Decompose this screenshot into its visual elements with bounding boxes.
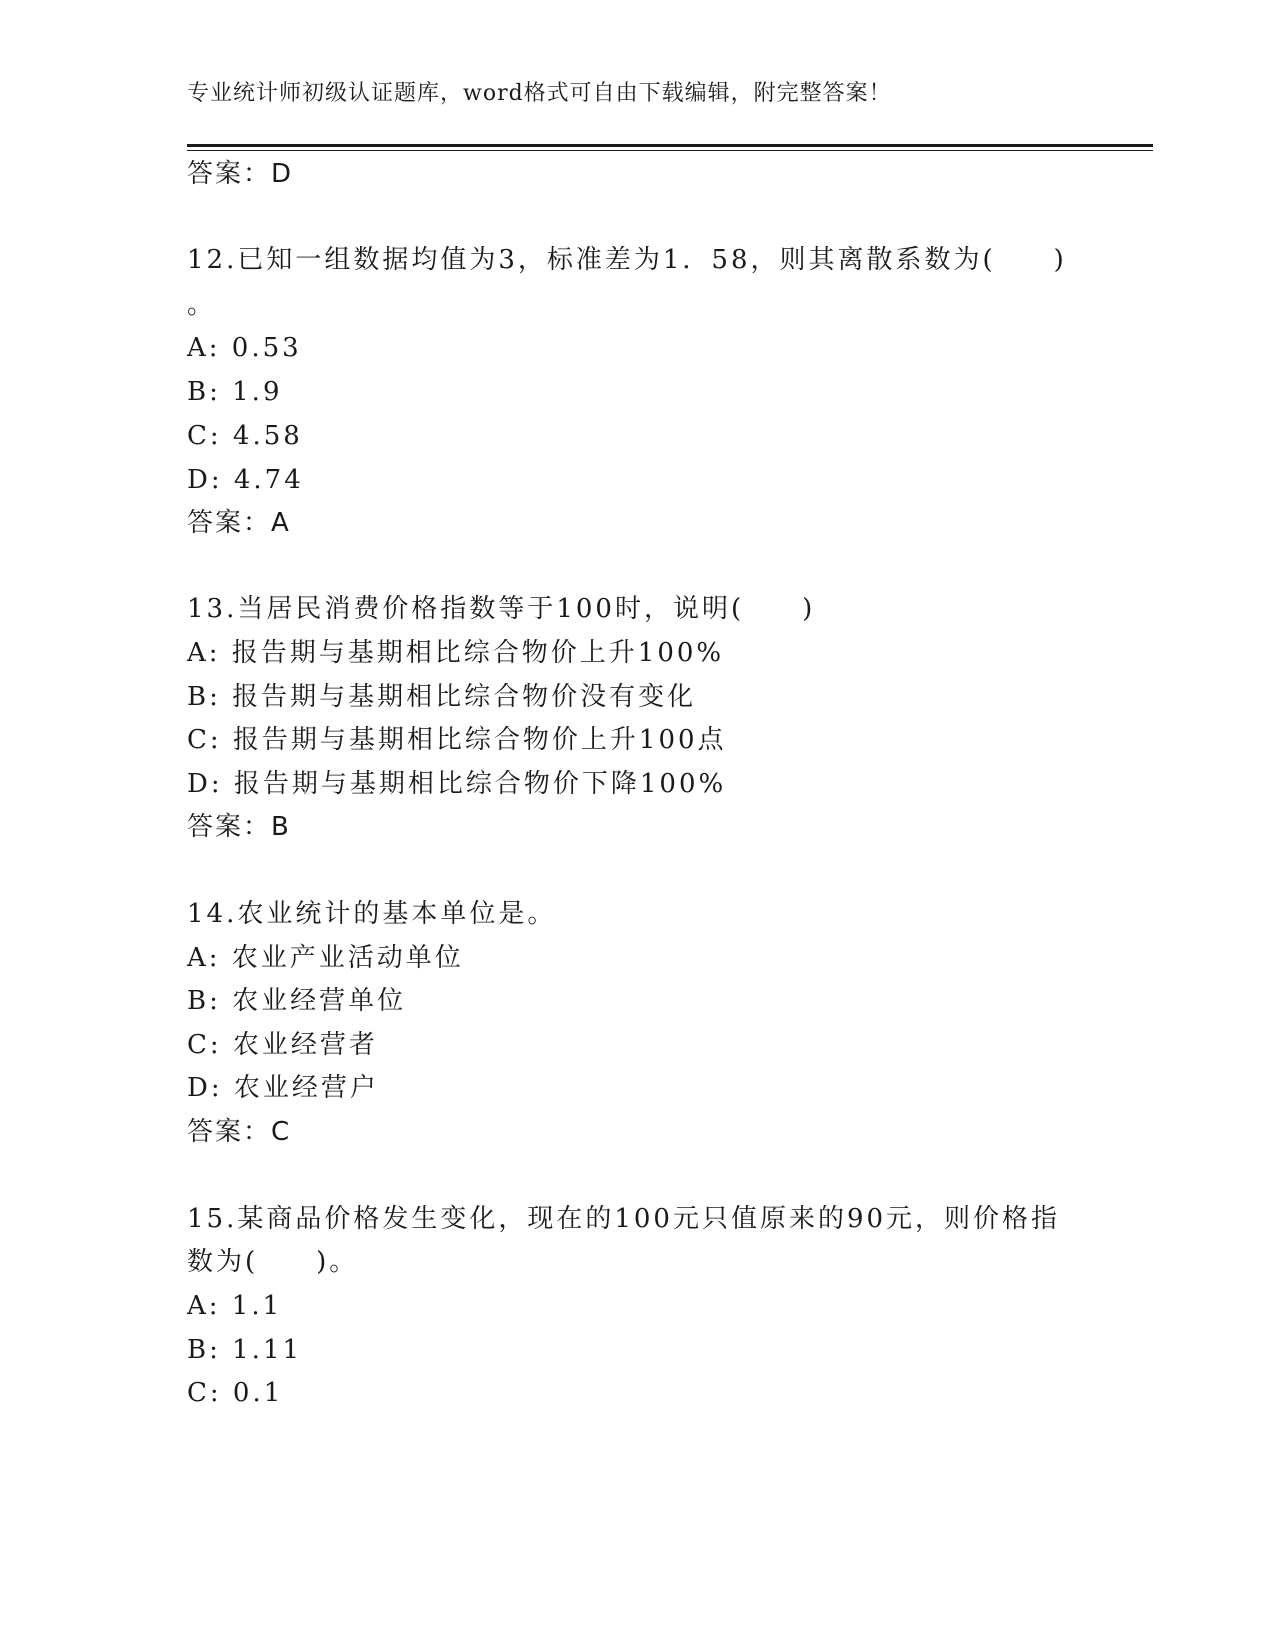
question-13-option-c: C: 报告期与基期相比综合物价上升100点 — [187, 725, 727, 755]
question-13-option-d: D: 报告期与基期相比综合物价下降100% — [187, 769, 727, 799]
question-12-answer: 答案：A — [187, 508, 291, 538]
question-13-option-a: A: 报告期与基期相比综合物价上升100% — [187, 638, 725, 668]
page-header-note: 专业统计师初级认证题库，word格式可自由下载编辑，附完整答案！ — [187, 81, 892, 106]
question-12-option-b: B: 1.9 — [187, 377, 283, 407]
question-13-option-b: B: 报告期与基期相比综合物价没有变化 — [187, 682, 697, 712]
question-15-stem: 15.某商品价格发生变化，现在的100元只值原来的90元，则价格指 — [187, 1204, 1061, 1234]
question-12-stem-cont: 。 — [187, 290, 217, 320]
question-14-answer: 答案：C — [187, 1117, 292, 1147]
question-14-option-b: B: 农业经营单位 — [187, 986, 407, 1016]
question-14-stem: 14.农业统计的基本单位是。 — [187, 899, 557, 929]
question-15-stem-cont: 数为( )。 — [187, 1247, 359, 1277]
question-15-option-c: C: 0.1 — [187, 1378, 284, 1408]
question-14-option-d: D: 农业经营户 — [187, 1073, 379, 1103]
question-15-option-b: B: 1.11 — [187, 1335, 303, 1365]
question-12-option-a: A: 0.53 — [187, 333, 302, 363]
question-13-answer: 答案：B — [187, 812, 291, 842]
question-12-stem: 12.已知一组数据均值为3，标准差为1．58，则其离散系数为( ) — [187, 245, 1067, 275]
question-12-option-c: C: 4.58 — [187, 421, 303, 451]
question-14-option-c: C: 农业经营者 — [187, 1030, 378, 1060]
header-rule-thin — [187, 150, 1153, 151]
question-12-option-d: D: 4.74 — [187, 465, 304, 495]
question-13-stem: 13.当居民消费价格指数等于100时，说明( ) — [187, 594, 816, 624]
previous-answer: 答案：D — [187, 159, 294, 189]
header-rule-thick — [187, 144, 1153, 147]
question-15-option-a: A: 1.1 — [187, 1291, 283, 1321]
question-14-option-a: A: 农业产业活动单位 — [187, 943, 464, 973]
